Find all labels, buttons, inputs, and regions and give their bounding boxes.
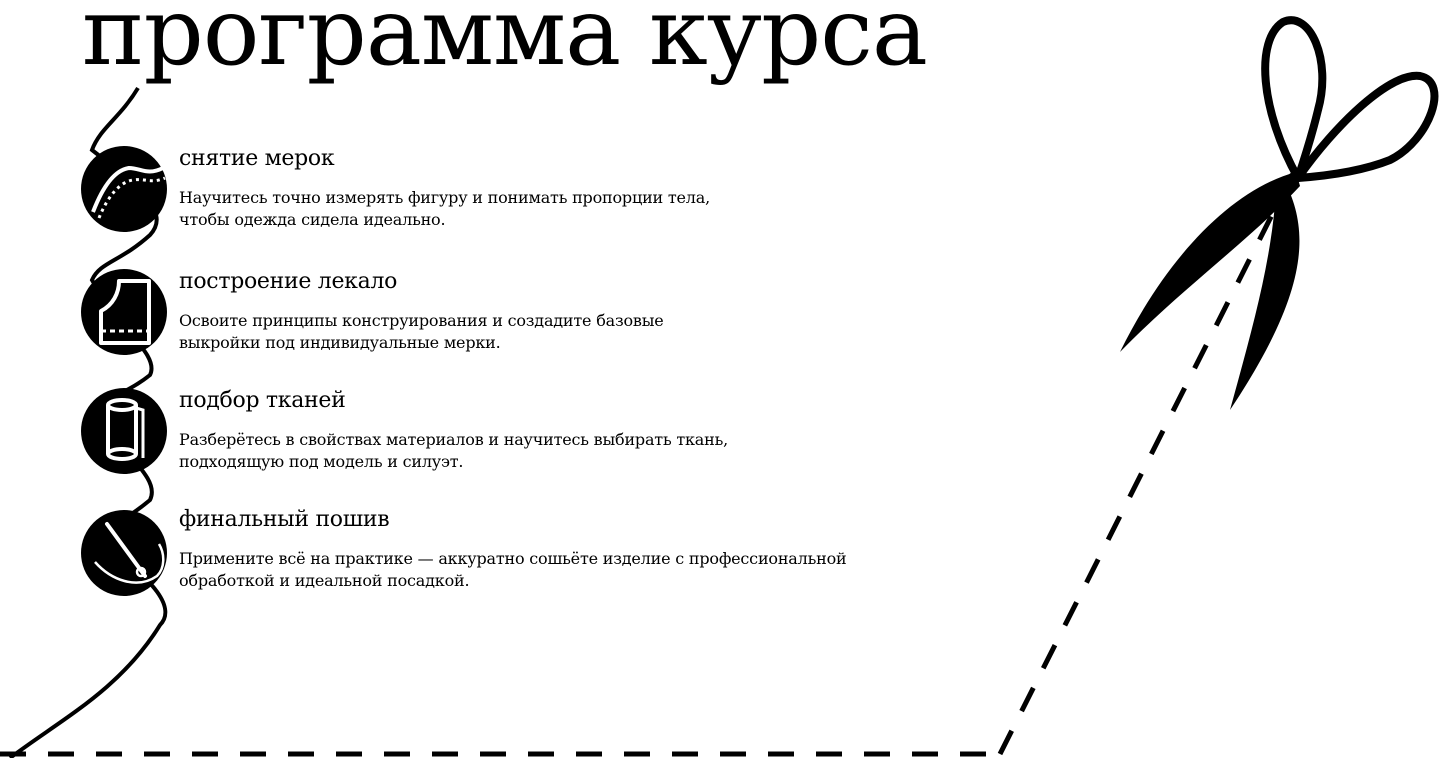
step-description-line: Разберётесь в свойствах материалов и научитесь выбирать ткань, [179,430,728,449]
scissors-icon [1120,20,1434,410]
step-pattern-construction [179,268,879,354]
step-description [179,429,879,473]
measuring-tape-icon [81,146,167,232]
step-heading: снятие мерок [179,146,335,171]
step-measurements [179,145,879,231]
step-description-line: подходящую под модель и силуэт. [179,452,464,471]
step-description-line: Научитесь точно измерять фигуру и понимать пропорции тела, [179,188,710,207]
step-description [179,548,939,592]
fabric-roll-icon [81,388,167,474]
step-description [179,310,879,354]
step-description-line: Примените всё на практике — аккуратно сошьёте изделие с профессиональной [179,549,847,568]
step-final-sewing [179,506,939,592]
step-description-line: чтобы одежда сидела идеально. [179,210,446,229]
step-heading: финальный пошив [179,507,390,532]
step-description-line: выкройки под индивидуальные мерки. [179,333,501,352]
step-description [179,187,879,231]
step-heading: построение лекало [179,269,398,294]
scissors-pivot [1288,172,1300,184]
step-description-line: Освоите принципы конструирования и создадите базовые [179,311,664,330]
step-description-line: обработкой и идеальной посадкой. [179,571,470,590]
sewing-pattern-icon [81,269,167,355]
needle-and-thread-icon [81,510,167,596]
step-heading: подбор тканей [179,388,346,413]
diagonal-cut-line [1000,195,1282,754]
page-title: программа курса [82,0,927,87]
step-fabric-selection [179,387,879,473]
